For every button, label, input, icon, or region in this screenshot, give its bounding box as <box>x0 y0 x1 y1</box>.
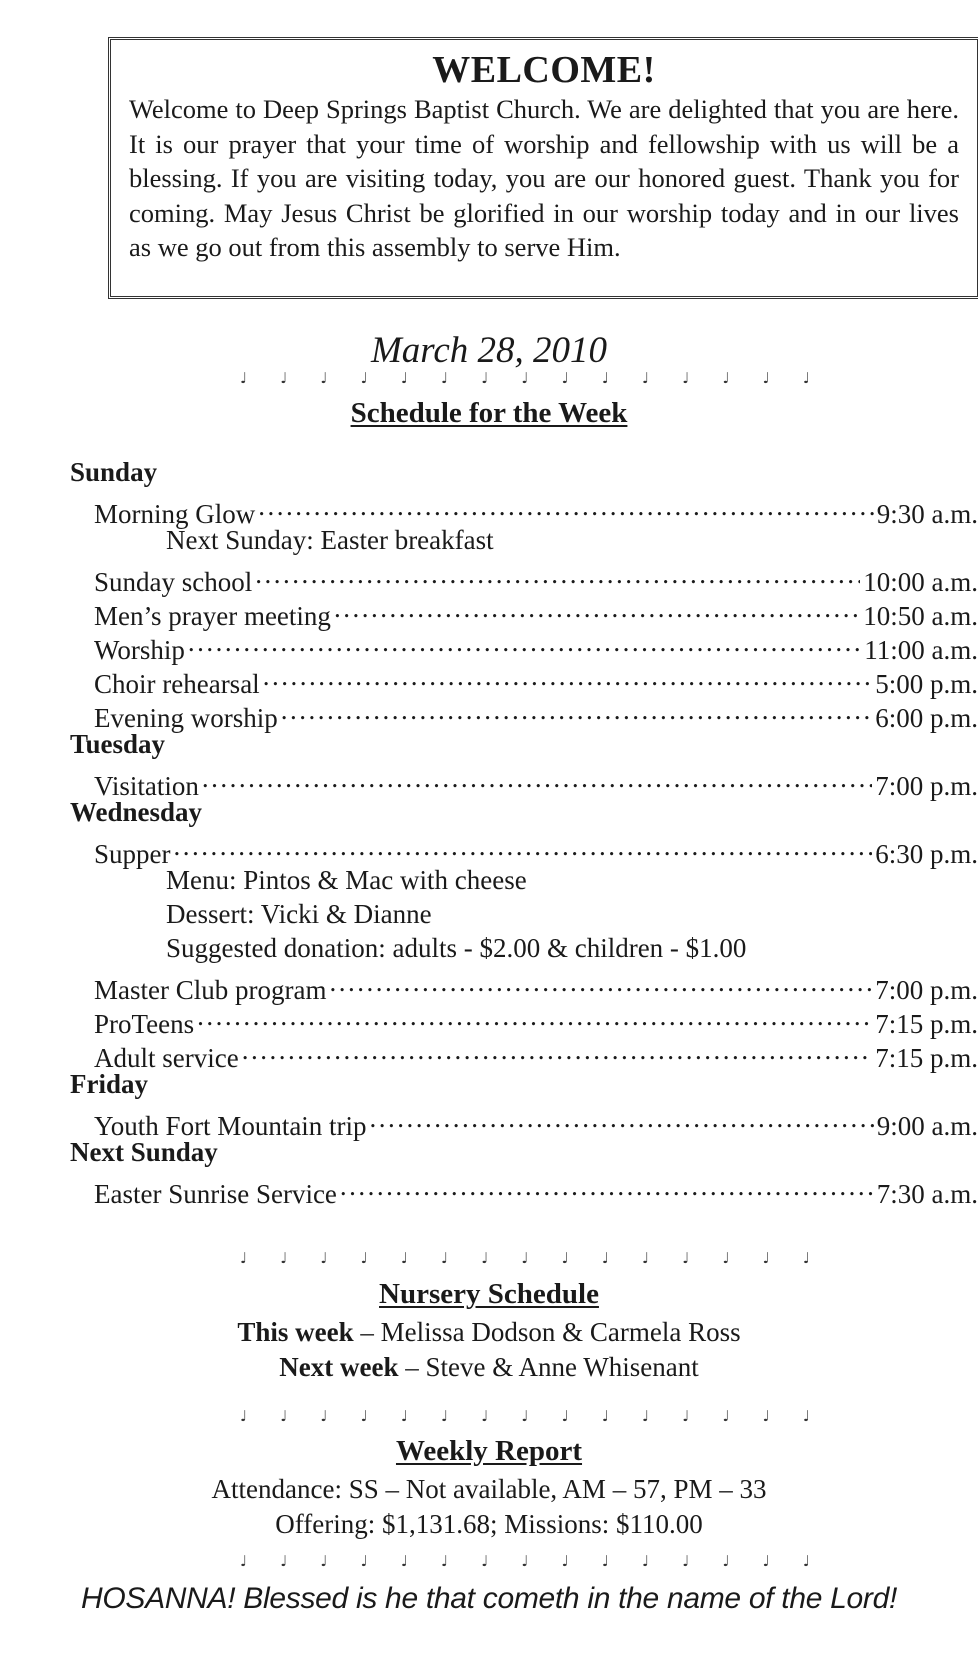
note-glyph: ♩ <box>280 1249 288 1267</box>
note-glyph: ♩ <box>240 1407 248 1425</box>
dot-leader <box>174 829 873 863</box>
note-glyph: ♩ <box>320 1552 328 1570</box>
note-glyph: ♩ <box>682 1552 690 1570</box>
note-glyph: ♩ <box>802 369 810 387</box>
item-label: Evening worship <box>94 703 278 733</box>
item-time: 7:15 p.m. <box>875 1009 978 1039</box>
note-glyph: ♩ <box>400 1407 408 1425</box>
note-glyph: ♩ <box>280 1552 288 1570</box>
item-label: Choir rehearsal <box>94 669 260 699</box>
schedule-item-youth-trip <box>70 1101 978 1141</box>
day-heading-sunday: Sunday <box>70 457 158 487</box>
note-glyph: ♩ <box>360 1249 368 1267</box>
note-glyph: ♩ <box>762 369 770 387</box>
note-glyph: ♩ <box>682 369 690 387</box>
item-time: 7:00 p.m. <box>875 771 978 801</box>
note-glyph: ♩ <box>642 1407 650 1425</box>
note-glyph: ♩ <box>521 1249 529 1267</box>
dot-leader <box>255 557 860 591</box>
supper-menu: Menu: Pintos & Mac with cheese <box>166 865 527 895</box>
schedule-heading: Schedule for the Week <box>350 397 628 429</box>
next-week-label: Next week <box>279 1352 399 1382</box>
note-glyph: ♩ <box>722 1407 730 1425</box>
note-glyph: ♩ <box>722 369 730 387</box>
note-glyph: ♩ <box>400 369 408 387</box>
note-glyph: ♩ <box>320 369 328 387</box>
day-heading-wednesday: Wednesday <box>70 797 203 827</box>
welcome-title: WELCOME! <box>432 49 656 91</box>
item-label: Worship <box>94 635 185 665</box>
schedule-item-supper <box>70 829 978 869</box>
item-time: 10:50 a.m. <box>863 601 978 631</box>
dot-leader <box>242 1033 873 1067</box>
note-glyph: ♩ <box>521 369 529 387</box>
dot-leader <box>263 659 873 693</box>
note-glyph: ♩ <box>240 1552 248 1570</box>
item-label: Sunday school <box>94 567 253 597</box>
item-label: Youth Fort Mountain trip <box>94 1111 367 1141</box>
note-glyph: ♩ <box>642 1249 650 1267</box>
item-label: Morning Glow <box>94 499 256 529</box>
schedule-item-worship <box>70 625 978 665</box>
welcome-box <box>108 37 978 299</box>
item-label: Supper <box>94 839 171 869</box>
note-glyph: ♩ <box>360 1552 368 1570</box>
item-time: 6:30 p.m. <box>875 839 978 869</box>
note-glyph: ♩ <box>441 369 449 387</box>
note-glyph: ♩ <box>802 1249 810 1267</box>
report-heading: Weekly Report <box>395 1435 583 1467</box>
note-glyph: ♩ <box>642 369 650 387</box>
note-glyph: ♩ <box>722 1249 730 1267</box>
nursery-next-week <box>0 1350 978 1384</box>
schedule-item-morning-glow <box>70 489 978 529</box>
item-time: 9:30 a.m. <box>876 499 978 529</box>
nursery-heading: Nursery Schedule <box>379 1278 599 1310</box>
note-glyph: ♩ <box>240 369 248 387</box>
note-glyph: ♩ <box>601 1249 609 1267</box>
item-note: Next Sunday: Easter breakfast <box>166 525 494 555</box>
item-time: 10:00 a.m. <box>863 567 978 597</box>
dot-leader <box>202 761 872 795</box>
item-label: Visitation <box>94 771 199 801</box>
schedule-item-sunday-school <box>70 557 978 597</box>
note-glyph: ♩ <box>360 369 368 387</box>
schedule-item-master-club <box>70 965 978 1005</box>
schedule-item-sunrise-service <box>70 1169 978 1209</box>
item-time: 7:15 p.m. <box>875 1043 978 1073</box>
music-note-divider <box>240 1553 810 1569</box>
this-week-names: – Melissa Dodson & Carmela Ross <box>353 1317 741 1347</box>
note-glyph: ♩ <box>561 369 569 387</box>
day-heading-friday: Friday <box>70 1069 148 1099</box>
note-glyph: ♩ <box>802 1407 810 1425</box>
item-time: 9:00 a.m. <box>876 1111 978 1141</box>
item-time: 7:00 p.m. <box>875 975 978 1005</box>
schedule-item-proteens <box>70 999 978 1039</box>
note-glyph: ♩ <box>280 369 288 387</box>
schedule-item-choir <box>70 659 978 699</box>
nursery-this-week <box>0 1315 978 1349</box>
note-glyph: ♩ <box>601 369 609 387</box>
closing-verse: HOSANNA! Blessed is he that cometh in the name of the Lord! <box>80 1582 898 1615</box>
dot-leader <box>370 1101 874 1135</box>
item-time: 11:00 a.m. <box>864 635 978 665</box>
note-glyph: ♩ <box>762 1249 770 1267</box>
note-glyph: ♩ <box>682 1407 690 1425</box>
item-label: Adult service <box>94 1043 239 1073</box>
music-note-divider <box>240 1250 810 1266</box>
note-glyph: ♩ <box>722 1552 730 1570</box>
day-heading-next-sunday: Next Sunday <box>70 1137 218 1167</box>
note-glyph: ♩ <box>481 1249 489 1267</box>
supper-dessert: Dessert: Vicki & Dianne <box>166 899 432 929</box>
note-glyph: ♩ <box>601 1407 609 1425</box>
dot-leader <box>340 1169 874 1203</box>
note-glyph: ♩ <box>400 1552 408 1570</box>
item-label: Master Club program <box>94 975 327 1005</box>
item-time: 7:30 a.m. <box>876 1179 978 1209</box>
note-glyph: ♩ <box>481 369 489 387</box>
note-glyph: ♩ <box>762 1407 770 1425</box>
report-offering: Offering: $1,131.68; Missions: $110.00 <box>275 1509 703 1539</box>
note-glyph: ♩ <box>481 1552 489 1570</box>
note-glyph: ♩ <box>561 1552 569 1570</box>
bulletin-date: March 28, 2010 <box>370 330 608 371</box>
note-glyph: ♩ <box>601 1552 609 1570</box>
note-glyph: ♩ <box>320 1249 328 1267</box>
dot-leader <box>258 489 874 523</box>
dot-leader <box>329 965 872 999</box>
item-label: Men’s prayer meeting <box>94 601 331 631</box>
note-glyph: ♩ <box>561 1249 569 1267</box>
music-note-divider <box>240 370 810 386</box>
note-glyph: ♩ <box>561 1407 569 1425</box>
next-week-names: – Steve & Anne Whisenant <box>398 1352 699 1382</box>
dot-leader <box>197 999 872 1033</box>
this-week-label: This week <box>237 1317 354 1347</box>
note-glyph: ♩ <box>441 1552 449 1570</box>
item-time: 5:00 p.m. <box>875 669 978 699</box>
dot-leader <box>334 591 860 625</box>
schedule-item-adult-service <box>70 1033 978 1073</box>
note-glyph: ♩ <box>642 1552 650 1570</box>
dot-leader <box>188 625 861 659</box>
report-attendance: Attendance: SS – Not available, AM – 57, PM – 33 <box>211 1474 767 1504</box>
note-glyph: ♩ <box>441 1249 449 1267</box>
note-glyph: ♩ <box>441 1407 449 1425</box>
supper-donation: Suggested donation: adults - $2.00 & children - $1.00 <box>166 933 747 963</box>
note-glyph: ♩ <box>802 1552 810 1570</box>
item-time: 6:00 p.m. <box>875 703 978 733</box>
note-glyph: ♩ <box>481 1407 489 1425</box>
note-glyph: ♩ <box>762 1552 770 1570</box>
note-glyph: ♩ <box>682 1249 690 1267</box>
item-label: Easter Sunrise Service <box>94 1179 337 1209</box>
item-label: ProTeens <box>94 1009 195 1039</box>
schedule-item-visitation <box>70 761 978 801</box>
day-heading-tuesday: Tuesday <box>70 729 166 759</box>
note-glyph: ♩ <box>320 1407 328 1425</box>
note-glyph: ♩ <box>400 1249 408 1267</box>
weekly-schedule <box>70 455 978 1209</box>
note-glyph: ♩ <box>521 1552 529 1570</box>
music-note-divider <box>240 1408 810 1424</box>
note-glyph: ♩ <box>521 1407 529 1425</box>
dot-leader <box>281 693 873 727</box>
note-glyph: ♩ <box>280 1407 288 1425</box>
welcome-text: Welcome to Deep Springs Baptist Church. We are delighted that you are here. It is our prayer that your time of worship and fellowship with us will be a blessing. If you are visiting today, you are our honored guest. Thank you for coming. May Jesus Christ be glorified in our worship today and in our lives as we go out from this assembly to serve Him. <box>129 94 959 262</box>
note-glyph: ♩ <box>240 1249 248 1267</box>
note-glyph: ♩ <box>360 1407 368 1425</box>
